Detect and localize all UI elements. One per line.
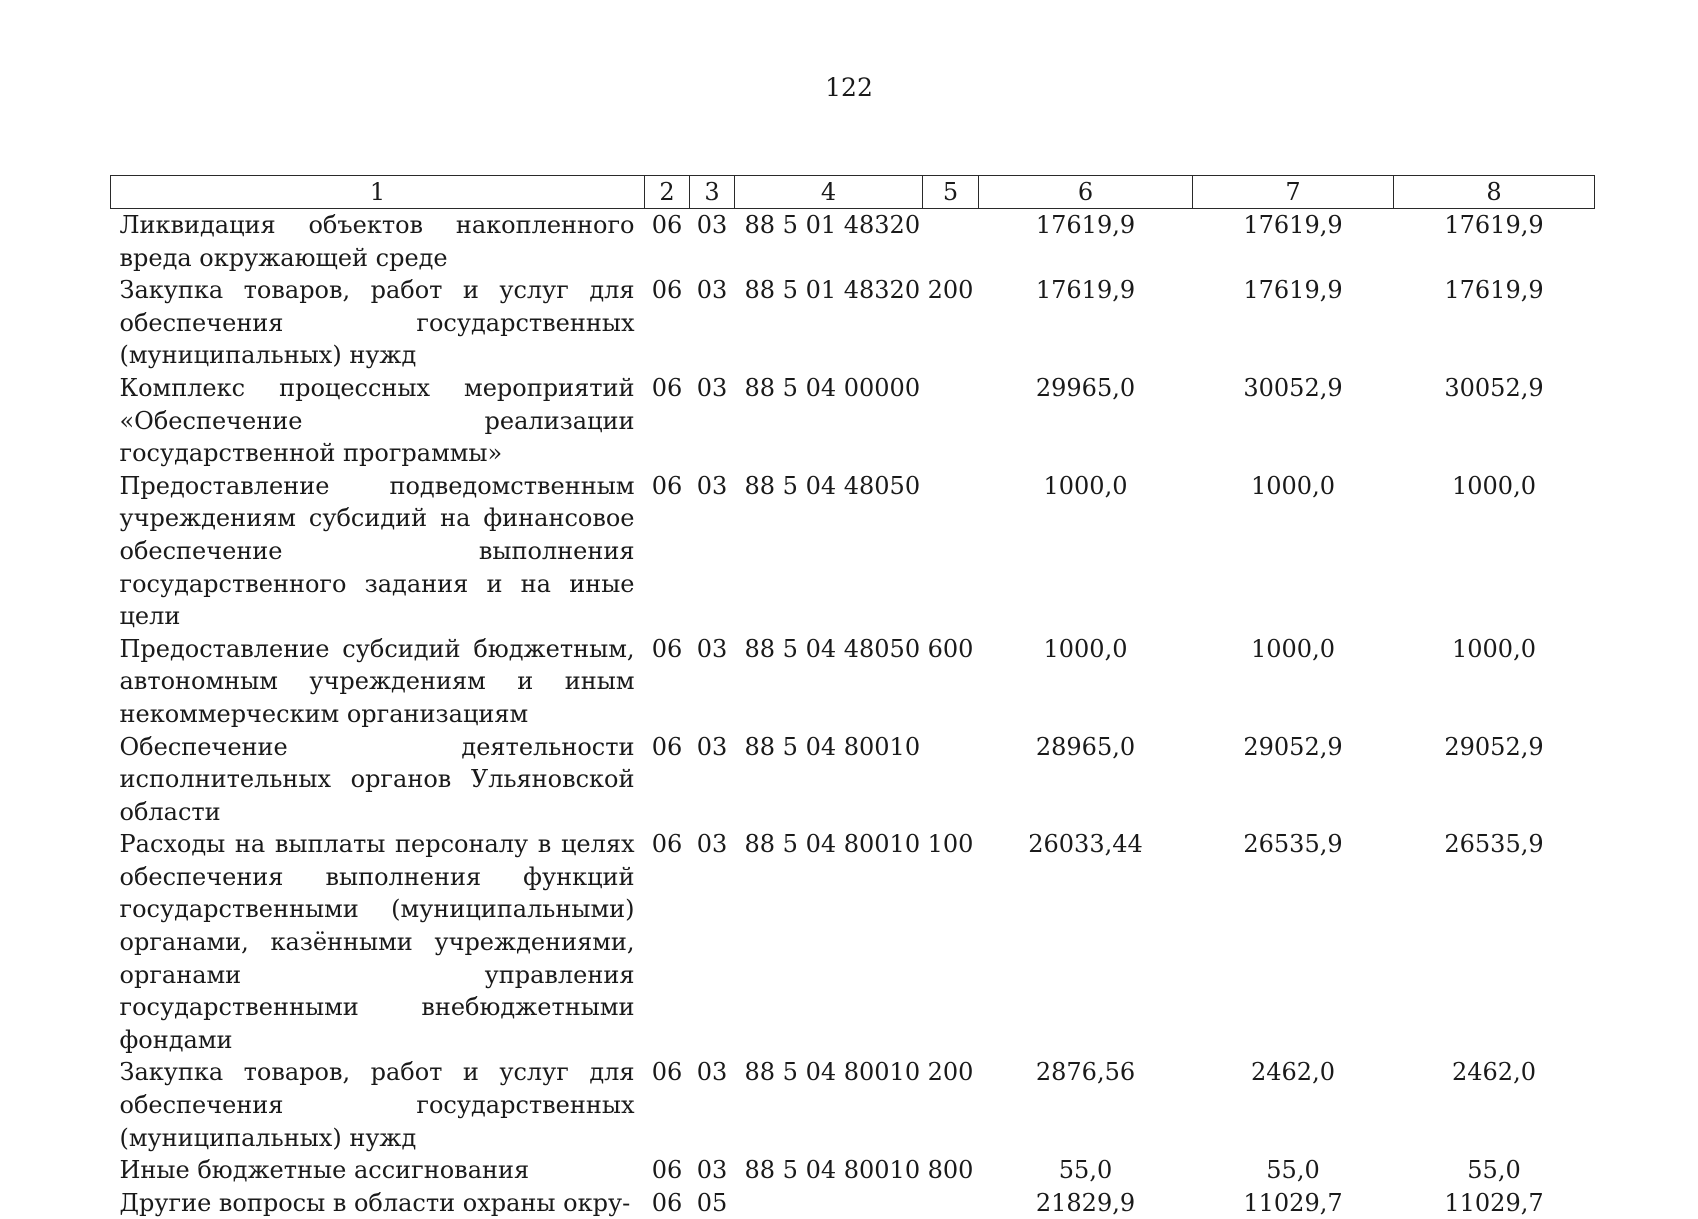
row-expense-type: 100 [923, 828, 979, 1056]
row-value-7: 30052,9 [1193, 372, 1394, 470]
row-section: 06 [645, 731, 690, 829]
header-row [111, 176, 1595, 209]
row-value-6: 2876,56 [979, 1056, 1193, 1154]
row-expense-type [923, 470, 979, 633]
row-value-6: 55,0 [979, 1154, 1193, 1187]
table-row [111, 828, 1595, 1056]
row-name: Расходы на выплаты персоналу в целях обеспечения выполнения функций государственными (муниципальными) органами, казёнными учреждениями, органами управления государственными внебюджетными фондами [111, 828, 645, 1056]
row-subsection: 03 [690, 1154, 735, 1187]
row-expense-type [923, 372, 979, 470]
table-row [111, 731, 1595, 829]
row-subsection: 05 [690, 1187, 735, 1219]
row-value-8: 2462,0 [1394, 1056, 1595, 1154]
row-target-article: 88 5 04 48050 [735, 633, 923, 731]
row-value-6: 26033,44 [979, 828, 1193, 1056]
row-subsection: 03 [690, 209, 735, 275]
row-name: Закупка товаров, работ и услуг для обеспечения государственных (муниципальных) нужд [111, 274, 645, 372]
table-header [111, 176, 1595, 209]
row-expense-type: 200 [923, 274, 979, 372]
header-col-6: 6 [979, 176, 1193, 209]
row-subsection: 03 [690, 633, 735, 731]
header-col-2: 2 [645, 176, 690, 209]
table-row [111, 1056, 1595, 1154]
row-target-article: 88 5 04 80010 [735, 1056, 923, 1154]
row-value-7: 26535,9 [1193, 828, 1394, 1056]
row-expense-type: 200 [923, 1056, 979, 1154]
row-target-article: 88 5 04 80010 [735, 731, 923, 829]
row-target-article: 88 5 04 80010 [735, 1154, 923, 1187]
row-target-article: 88 5 01 48320 [735, 209, 923, 275]
row-subsection: 03 [690, 274, 735, 372]
row-expense-type: 800 [923, 1154, 979, 1187]
row-target-article: 88 5 04 00000 [735, 372, 923, 470]
budget-table [110, 175, 1595, 1219]
row-value-6: 17619,9 [979, 209, 1193, 275]
row-expense-type [923, 731, 979, 829]
row-value-8: 26535,9 [1394, 828, 1595, 1056]
header-col-4: 4 [735, 176, 923, 209]
row-expense-type: 600 [923, 633, 979, 731]
table-row [111, 470, 1595, 633]
row-expense-type [923, 209, 979, 275]
row-target-article: 88 5 04 80010 [735, 828, 923, 1056]
row-name: Обеспечение деятельности исполнительных органов Ульяновской области [111, 731, 645, 829]
row-value-7: 17619,9 [1193, 209, 1394, 275]
row-value-7: 55,0 [1193, 1154, 1394, 1187]
row-section: 06 [645, 209, 690, 275]
row-target-article [735, 1187, 923, 1219]
row-section: 06 [645, 1056, 690, 1154]
row-value-8: 11029,7 [1394, 1187, 1595, 1219]
row-value-7: 2462,0 [1193, 1056, 1394, 1154]
row-name: Комплекс процессных мероприятий «Обеспечение реализации государственной программы» [111, 372, 645, 470]
row-value-8: 1000,0 [1394, 633, 1595, 731]
row-value-8: 55,0 [1394, 1154, 1595, 1187]
table-row [111, 1154, 1595, 1187]
row-name: Закупка товаров, работ и услуг для обеспечения государственных (муниципальных) нужд [111, 1056, 645, 1154]
table-row [111, 633, 1595, 731]
row-section: 06 [645, 372, 690, 470]
row-value-7: 17619,9 [1193, 274, 1394, 372]
row-subsection: 03 [690, 1056, 735, 1154]
row-subsection: 03 [690, 828, 735, 1056]
header-col-7: 7 [1193, 176, 1394, 209]
row-value-8: 17619,9 [1394, 274, 1595, 372]
row-value-7: 11029,7 [1193, 1187, 1394, 1219]
row-name: Предоставление субсидий бюджетным, автономным учреждениям и иным некоммерческим организациям [111, 633, 645, 731]
row-value-8: 17619,9 [1394, 209, 1595, 275]
row-value-7: 29052,9 [1193, 731, 1394, 829]
page-number: 122 [0, 72, 1698, 104]
table-row [111, 274, 1595, 372]
row-value-6: 17619,9 [979, 274, 1193, 372]
row-section: 06 [645, 633, 690, 731]
table-row [111, 209, 1595, 275]
table-body [111, 209, 1595, 1219]
row-value-6: 29965,0 [979, 372, 1193, 470]
row-value-6: 1000,0 [979, 633, 1193, 731]
row-section: 06 [645, 828, 690, 1056]
row-value-7: 1000,0 [1193, 470, 1394, 633]
row-section: 06 [645, 274, 690, 372]
row-subsection: 03 [690, 731, 735, 829]
row-target-article: 88 5 04 48050 [735, 470, 923, 633]
row-value-7: 1000,0 [1193, 633, 1394, 731]
table-row [111, 372, 1595, 470]
row-name: Предоставление подведомственным учреждениям субсидий на финансовое обеспечение выполнения государственного задания и на иные цели [111, 470, 645, 633]
row-section: 06 [645, 1154, 690, 1187]
row-subsection: 03 [690, 470, 735, 633]
header-col-5: 5 [923, 176, 979, 209]
header-col-3: 3 [690, 176, 735, 209]
row-section: 06 [645, 1187, 690, 1219]
row-subsection: 03 [690, 372, 735, 470]
row-value-6: 1000,0 [979, 470, 1193, 633]
row-section: 06 [645, 470, 690, 633]
row-value-8: 1000,0 [1394, 470, 1595, 633]
row-value-8: 29052,9 [1394, 731, 1595, 829]
row-value-6: 28965,0 [979, 731, 1193, 829]
row-target-article: 88 5 01 48320 [735, 274, 923, 372]
header-col-8: 8 [1394, 176, 1595, 209]
row-name: Иные бюджетные ассигнования [111, 1154, 645, 1187]
table-row [111, 1187, 1595, 1219]
row-name: Другие вопросы в области охраны окру- [111, 1187, 645, 1219]
row-value-6: 21829,9 [979, 1187, 1193, 1219]
row-value-8: 30052,9 [1394, 372, 1595, 470]
row-name: Ликвидация объектов накопленного вреда окружающей среде [111, 209, 645, 275]
header-col-1: 1 [111, 176, 645, 209]
row-expense-type [923, 1187, 979, 1219]
